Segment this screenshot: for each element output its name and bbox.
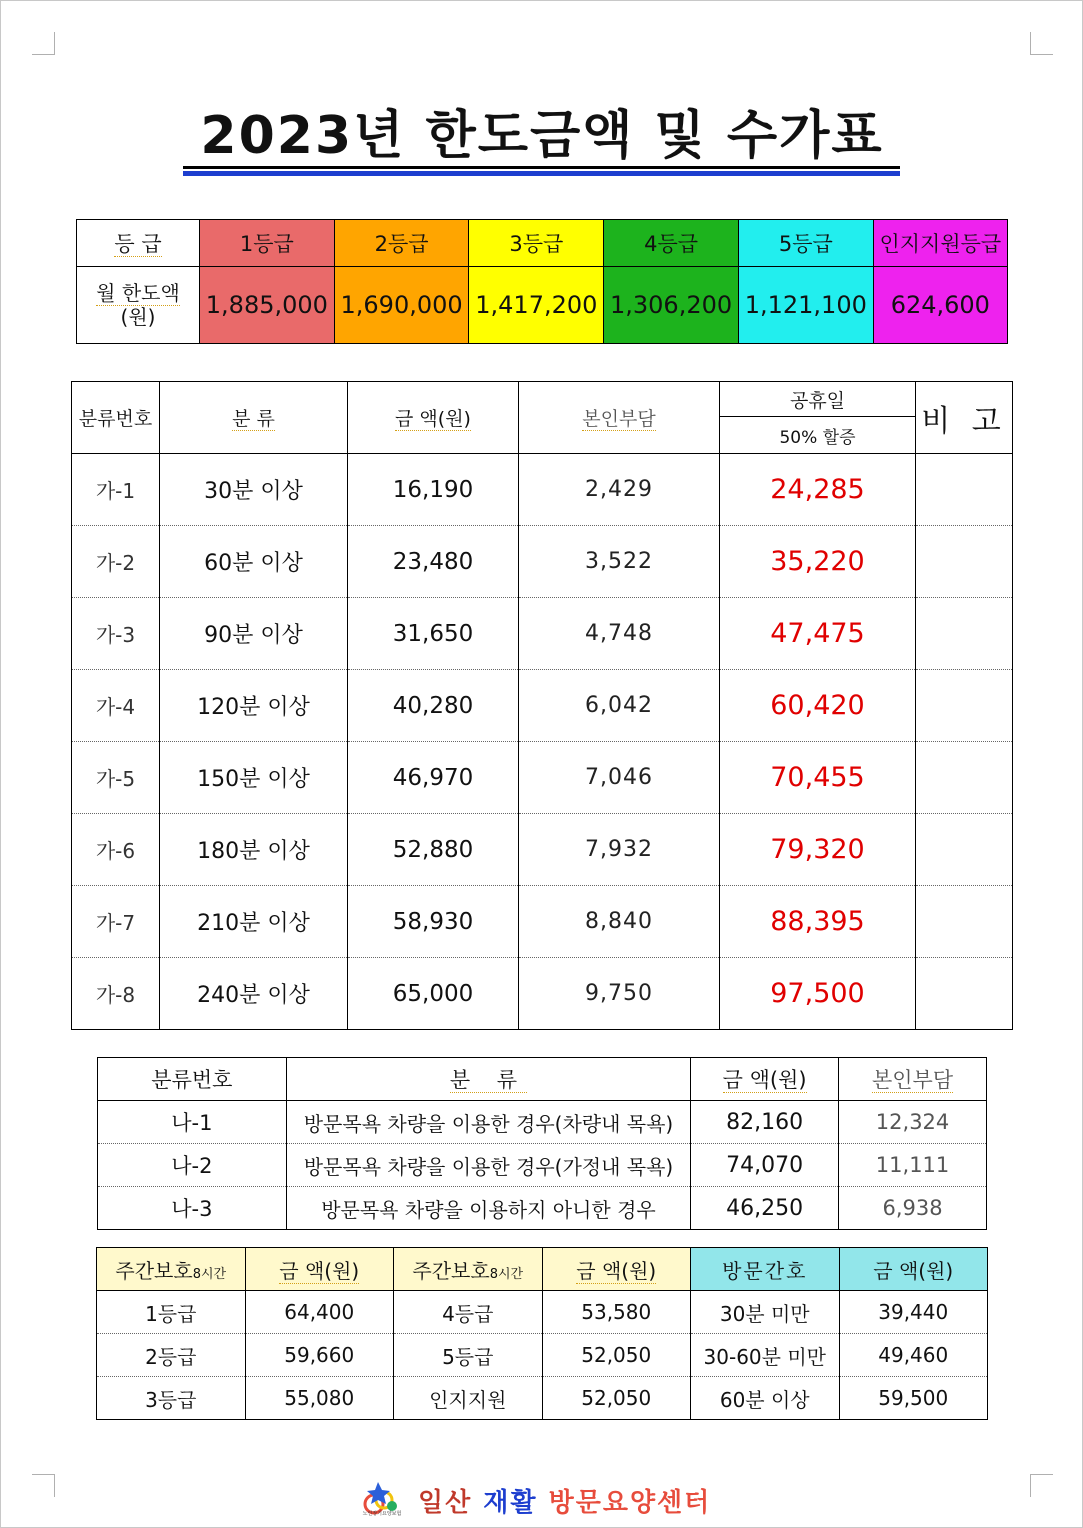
grade-label: 4등급: [604, 220, 739, 267]
amount-2: 53,580: [542, 1291, 691, 1334]
fee-row: [72, 598, 1013, 670]
row-note: [916, 670, 1013, 742]
amount-3: 59,500: [839, 1377, 988, 1420]
row-category: 120분 이상: [160, 670, 348, 742]
monthly-limit-table: [76, 219, 1008, 344]
bath-row-category: 방문목욕 차량을 이용한 경우(차량내 목욕): [286, 1101, 690, 1144]
row-category: 30분 이상: [160, 454, 348, 526]
amount-3: 49,460: [839, 1334, 988, 1377]
grade-label: 2등급: [334, 220, 469, 267]
bath-row: [98, 1187, 987, 1230]
center-name-part3: 방문요양센터: [548, 1488, 712, 1518]
header-note: 비 고: [916, 382, 1013, 454]
header-code: 분류번호: [72, 382, 160, 454]
row-amount: 58,930: [348, 886, 519, 958]
header-amount-1: 금 액(원): [245, 1248, 394, 1291]
row-note: [916, 886, 1013, 958]
day-care-row: [97, 1291, 988, 1334]
header-day-care-2: 주간보호8시간: [394, 1248, 543, 1291]
row-note: [916, 958, 1013, 1030]
row-self-pay: 9,750: [519, 958, 720, 1030]
row-holiday-fee: 88,395: [720, 886, 916, 958]
fee-row: [72, 886, 1013, 958]
row-note: [916, 814, 1013, 886]
header-day-care-1: 주간보호8시간: [97, 1248, 246, 1291]
row-code: 가-6: [72, 814, 160, 886]
row-code: 가-3: [72, 598, 160, 670]
fee-row: [72, 526, 1013, 598]
bath-row-category: 방문목욕 차량을 이용한 경우(가정내 목욕): [286, 1144, 690, 1187]
monthly-limit-label: 월 한도액 (원): [77, 267, 200, 344]
bath-row-code: 나-3: [98, 1187, 287, 1230]
row-category: 90분 이상: [160, 598, 348, 670]
day-care-row: [97, 1334, 988, 1377]
header-visit-nursing: 방문간호: [691, 1248, 840, 1291]
row-self-pay: 6,042: [519, 670, 720, 742]
row-holiday-fee: 47,475: [720, 598, 916, 670]
bath-row-amount: 46,250: [691, 1187, 839, 1230]
row-self-pay: 7,932: [519, 814, 720, 886]
visit-care-fee-table: [71, 381, 1013, 1030]
title-underline: [183, 166, 900, 177]
bath-row-self-pay: 11,111: [839, 1144, 987, 1187]
page-title: 2023년 한도금액 및 수가표: [200, 106, 884, 166]
fee-row: [72, 670, 1013, 742]
grade-1: 2등급: [97, 1334, 246, 1377]
monthly-limit-value: 624,600: [873, 267, 1007, 344]
row-self-pay: 4,748: [519, 598, 720, 670]
footer-branding: [358, 1472, 738, 1522]
grade-1: 3등급: [97, 1377, 246, 1420]
amount-3: 39,440: [839, 1291, 988, 1334]
bath-row-amount: 82,160: [691, 1101, 839, 1144]
row-code: 가-5: [72, 742, 160, 814]
amount-2: 52,050: [542, 1377, 691, 1420]
grade-2: 인지지원: [394, 1377, 543, 1420]
row-self-pay: 3,522: [519, 526, 720, 598]
monthly-limit-value: 1,690,000: [334, 267, 469, 344]
row-note: [916, 742, 1013, 814]
grade-label: 3등급: [469, 220, 604, 267]
bath-header-amount: 금 액(원): [691, 1058, 839, 1101]
row-self-pay: 7,046: [519, 742, 720, 814]
amount-1: 64,400: [245, 1291, 394, 1334]
grade-label: 인지지원등급: [873, 220, 1007, 267]
logo-caption: 노인장기요양보험: [362, 1511, 402, 1517]
row-holiday-fee: 35,220: [720, 526, 916, 598]
amount-1: 59,660: [245, 1334, 394, 1377]
monthly-limit-value: 1,885,000: [200, 267, 335, 344]
header-holiday-surcharge: 50% 할증: [720, 417, 916, 454]
row-holiday-fee: 60,420: [720, 670, 916, 742]
grade-2: 5등급: [394, 1334, 543, 1377]
row-category: 240분 이상: [160, 958, 348, 1030]
row-amount: 31,650: [348, 598, 519, 670]
grade-header-label: 등 급: [77, 220, 200, 267]
crop-mark-bottom-right: [1030, 1474, 1053, 1497]
row-amount: 40,280: [348, 670, 519, 742]
row-holiday-fee: 97,500: [720, 958, 916, 1030]
center-name-part1: 일산: [418, 1488, 473, 1518]
header-amount-2: 금 액(원): [542, 1248, 691, 1291]
center-name-part2: 재활: [483, 1488, 538, 1518]
bath-row-category: 방문목욕 차량을 이용하지 아니한 경우: [286, 1187, 690, 1230]
row-code: 가-7: [72, 886, 160, 958]
bath-row-code: 나-1: [98, 1101, 287, 1144]
grade-2: 4등급: [394, 1291, 543, 1334]
row-code: 가-4: [72, 670, 160, 742]
bath-row-self-pay: 6,938: [839, 1187, 987, 1230]
fee-row: [72, 742, 1013, 814]
amount-2: 52,050: [542, 1334, 691, 1377]
visit-bath-fee-table: [97, 1057, 987, 1230]
row-holiday-fee: 24,285: [720, 454, 916, 526]
row-code: 가-8: [72, 958, 160, 1030]
header-holiday: 공휴일: [720, 382, 916, 417]
row-category: 150분 이상: [160, 742, 348, 814]
row-amount: 23,480: [348, 526, 519, 598]
bath-row-self-pay: 12,324: [839, 1101, 987, 1144]
crop-mark-top-right: [1030, 32, 1053, 55]
row-category: 210분 이상: [160, 886, 348, 958]
row-amount: 52,880: [348, 814, 519, 886]
row-note: [916, 526, 1013, 598]
center-name: [418, 1482, 711, 1519]
bath-header-category: 분 류: [286, 1058, 690, 1101]
fee-row: [72, 814, 1013, 886]
header-amount: 금 액(원): [348, 382, 519, 454]
amount-1: 55,080: [245, 1377, 394, 1420]
row-amount: 65,000: [348, 958, 519, 1030]
row-code: 가-2: [72, 526, 160, 598]
grade-1: 1등급: [97, 1291, 246, 1334]
day-care-row: [97, 1377, 988, 1420]
day-care-nursing-fee-table: [96, 1247, 988, 1420]
grade-label: 1등급: [200, 220, 335, 267]
monthly-limit-value: 1,417,200: [469, 267, 604, 344]
nursing-duration: 60분 이상: [691, 1377, 840, 1420]
row-holiday-fee: 79,320: [720, 814, 916, 886]
header-self-pay: 본인부담: [519, 382, 720, 454]
fee-row: [72, 958, 1013, 1030]
monthly-limit-value: 1,306,200: [604, 267, 739, 344]
header-amount-3: 금 액(원): [839, 1248, 988, 1291]
fee-row: [72, 454, 1013, 526]
crop-mark-bottom-left: [32, 1474, 55, 1497]
monthly-limit-value: 1,121,100: [738, 267, 873, 344]
row-category: 180분 이상: [160, 814, 348, 886]
nursing-duration: 30-60분 미만: [691, 1334, 840, 1377]
grade-label: 5등급: [738, 220, 873, 267]
bath-row-code: 나-2: [98, 1144, 287, 1187]
row-self-pay: 2,429: [519, 454, 720, 526]
row-code: 가-1: [72, 454, 160, 526]
row-self-pay: 8,840: [519, 886, 720, 958]
row-holiday-fee: 70,455: [720, 742, 916, 814]
row-amount: 46,970: [348, 742, 519, 814]
bath-row: [98, 1101, 987, 1144]
bath-header-code: 분류번호: [98, 1058, 287, 1101]
bath-row: [98, 1144, 987, 1187]
row-note: [916, 454, 1013, 526]
bath-row-amount: 74,070: [691, 1144, 839, 1187]
nursing-duration: 30분 미만: [691, 1291, 840, 1334]
row-note: [916, 598, 1013, 670]
row-category: 60분 이상: [160, 526, 348, 598]
bath-header-self-pay: 본인부담: [839, 1058, 987, 1101]
row-amount: 16,190: [348, 454, 519, 526]
crop-mark-top-left: [32, 32, 55, 55]
header-category: 분 류: [160, 382, 348, 454]
